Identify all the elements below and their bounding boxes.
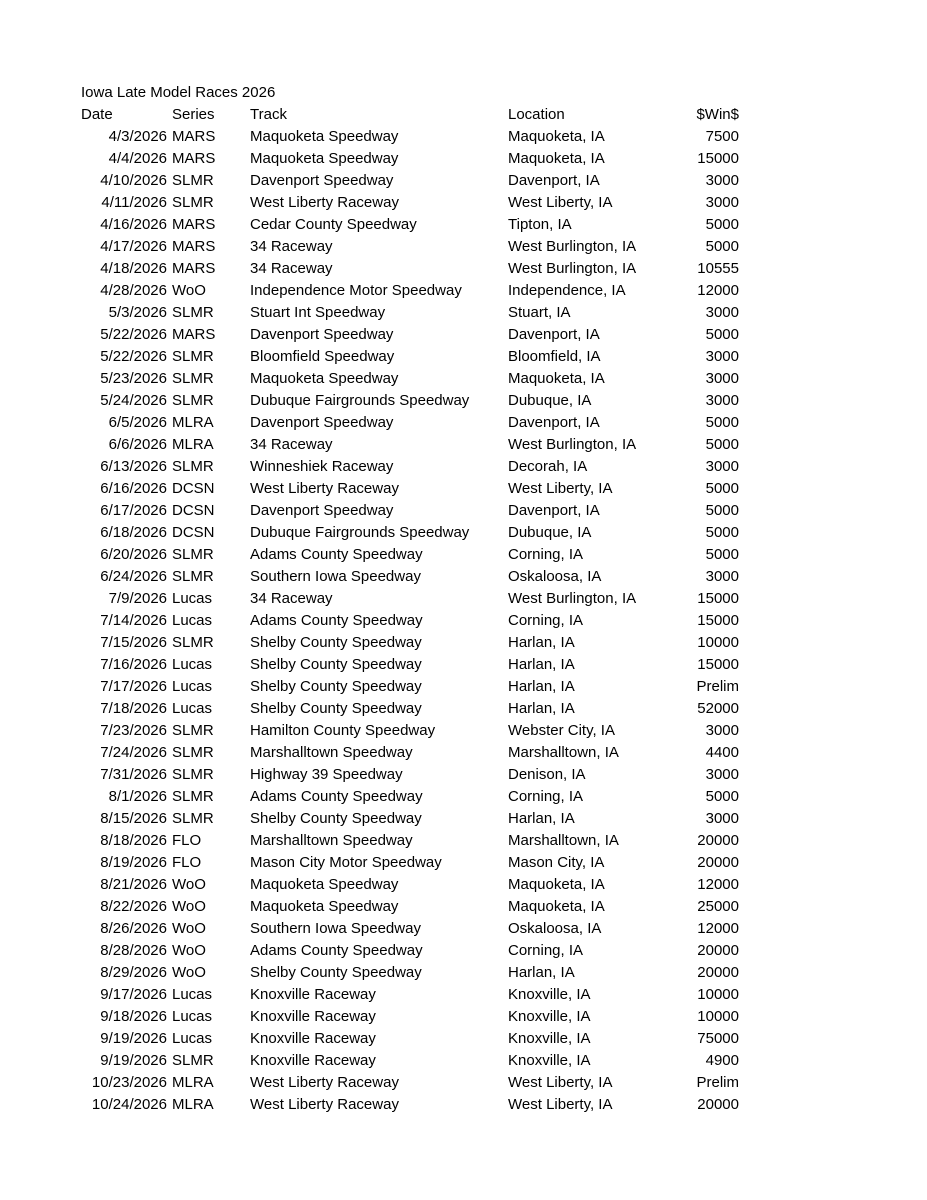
- table-row: [0, 522, 927, 544]
- cell-win: 5000: [705, 524, 739, 541]
- cell-location: West Burlington, IA: [508, 436, 637, 453]
- header-location: Location: [508, 106, 565, 123]
- cell-location: Davenport, IA: [508, 326, 600, 343]
- cell-date: 4/11/2026: [101, 194, 167, 211]
- table-row: [0, 456, 927, 478]
- cell-track: Maquoketa Speedway: [250, 876, 399, 893]
- table-row: [0, 390, 927, 412]
- cell-location: West Liberty, IA: [508, 194, 613, 211]
- cell-win: 3000: [705, 348, 739, 365]
- cell-date: 7/15/2026: [100, 634, 167, 651]
- cell-location: West Burlington, IA: [508, 590, 637, 607]
- cell-series: SLMR: [172, 546, 214, 563]
- cell-location: Dubuque, IA: [508, 524, 592, 541]
- cell-track: Winneshiek Raceway: [250, 458, 394, 475]
- cell-series: MLRA: [172, 414, 214, 431]
- cell-track: Maquoketa Speedway: [250, 370, 399, 387]
- table-row: [0, 478, 927, 500]
- cell-series: MLRA: [172, 1096, 214, 1113]
- cell-series: MARS: [172, 150, 216, 167]
- cell-series: MLRA: [172, 436, 214, 453]
- cell-series: WoO: [172, 964, 206, 981]
- cell-location: West Burlington, IA: [508, 238, 637, 255]
- cell-date: 8/28/2026: [100, 942, 167, 959]
- cell-location: Harlan, IA: [508, 634, 575, 651]
- cell-win: 3000: [705, 370, 739, 387]
- cell-series: SLMR: [172, 370, 214, 387]
- cell-track: 34 Raceway: [250, 590, 333, 607]
- cell-series: SLMR: [172, 744, 214, 761]
- table-row: [0, 984, 927, 1006]
- cell-win: 5000: [705, 788, 739, 805]
- table-row: [0, 764, 927, 786]
- cell-track: 34 Raceway: [250, 238, 333, 255]
- cell-track: Cedar County Speedway: [250, 216, 417, 233]
- cell-location: Maquoketa, IA: [508, 128, 605, 145]
- cell-win: 4900: [705, 1052, 739, 1069]
- cell-date: 6/17/2026: [100, 502, 167, 519]
- cell-date: 8/26/2026: [100, 920, 167, 937]
- cell-date: 9/19/2026: [100, 1052, 167, 1069]
- cell-series: MARS: [172, 238, 216, 255]
- cell-win: 5000: [705, 502, 739, 519]
- cell-date: 4/4/2026: [108, 150, 167, 167]
- cell-date: 4/17/2026: [100, 238, 167, 255]
- table-row: [0, 544, 927, 566]
- table-row: [0, 1072, 927, 1094]
- table-row: [0, 214, 927, 236]
- cell-win: 3000: [705, 304, 739, 321]
- cell-location: Knoxville, IA: [508, 1030, 591, 1047]
- cell-track: Southern Iowa Speedway: [250, 568, 421, 585]
- cell-location: Independence, IA: [508, 282, 626, 299]
- cell-track: West Liberty Raceway: [250, 480, 399, 497]
- cell-date: 5/22/2026: [100, 348, 167, 365]
- cell-win: 3000: [705, 568, 739, 585]
- table-row: [0, 588, 927, 610]
- sheet-title: Iowa Late Model Races 2026: [81, 84, 276, 101]
- cell-win: 12000: [697, 876, 739, 893]
- cell-series: SLMR: [172, 194, 214, 211]
- cell-win: 10000: [697, 986, 739, 1003]
- cell-win: 3000: [705, 810, 739, 827]
- cell-track: Marshalltown Speedway: [250, 832, 413, 849]
- cell-date: 6/13/2026: [100, 458, 167, 475]
- cell-date: 8/15/2026: [100, 810, 167, 827]
- cell-location: Davenport, IA: [508, 414, 600, 431]
- cell-location: Bloomfield, IA: [508, 348, 601, 365]
- table-row: [0, 434, 927, 456]
- cell-date: 5/24/2026: [100, 392, 167, 409]
- cell-date: 7/24/2026: [100, 744, 167, 761]
- cell-date: 7/23/2026: [100, 722, 167, 739]
- cell-location: West Liberty, IA: [508, 1074, 613, 1091]
- cell-series: MLRA: [172, 1074, 214, 1091]
- cell-track: Maquoketa Speedway: [250, 898, 399, 915]
- table-row: [0, 236, 927, 258]
- header-date: Date: [81, 106, 113, 123]
- cell-win: 20000: [697, 964, 739, 981]
- cell-track: Adams County Speedway: [250, 942, 423, 959]
- table-row: [0, 676, 927, 698]
- cell-location: West Burlington, IA: [508, 260, 637, 277]
- cell-win: 5000: [705, 238, 739, 255]
- table-row: [0, 1028, 927, 1050]
- table-row: [0, 654, 927, 676]
- cell-track: Adams County Speedway: [250, 546, 423, 563]
- cell-date: 9/17/2026: [100, 986, 167, 1003]
- cell-location: Mason City, IA: [508, 854, 605, 871]
- cell-series: SLMR: [172, 634, 214, 651]
- cell-track: Shelby County Speedway: [250, 810, 422, 827]
- table-row: [0, 742, 927, 764]
- cell-date: 8/1/2026: [108, 788, 167, 805]
- cell-series: Lucas: [172, 590, 213, 607]
- cell-location: Stuart, IA: [508, 304, 571, 321]
- cell-series: SLMR: [172, 392, 214, 409]
- cell-date: 6/5/2026: [108, 414, 167, 431]
- cell-series: WoO: [172, 942, 206, 959]
- cell-track: Knoxville Raceway: [250, 1008, 376, 1025]
- cell-location: Maquoketa, IA: [508, 370, 605, 387]
- table-row: [0, 302, 927, 324]
- cell-track: West Liberty Raceway: [250, 194, 399, 211]
- cell-track: Adams County Speedway: [250, 788, 423, 805]
- cell-series: DCSN: [172, 524, 215, 541]
- cell-track: Shelby County Speedway: [250, 678, 422, 695]
- cell-win: 20000: [697, 832, 739, 849]
- table-row: [0, 896, 927, 918]
- cell-track: Maquoketa Speedway: [250, 128, 399, 145]
- cell-track: Bloomfield Speedway: [250, 348, 395, 365]
- cell-win: 15000: [697, 656, 739, 673]
- table-row: [0, 852, 927, 874]
- cell-location: Corning, IA: [508, 546, 584, 563]
- table-row: [0, 698, 927, 720]
- cell-location: Knoxville, IA: [508, 986, 591, 1003]
- cell-date: 7/9/2026: [108, 590, 167, 607]
- cell-track: Shelby County Speedway: [250, 964, 422, 981]
- cell-series: FLO: [172, 832, 202, 849]
- cell-date: 7/18/2026: [100, 700, 167, 717]
- cell-track: Dubuque Fairgrounds Speedway: [250, 524, 470, 541]
- cell-series: SLMR: [172, 568, 214, 585]
- cell-location: Davenport, IA: [508, 172, 600, 189]
- cell-series: MARS: [172, 326, 216, 343]
- cell-track: Marshalltown Speedway: [250, 744, 413, 761]
- table-row: [0, 1050, 927, 1072]
- table-row: [0, 1094, 927, 1116]
- cell-location: Denison, IA: [508, 766, 586, 783]
- cell-win: 15000: [697, 590, 739, 607]
- cell-date: 6/6/2026: [108, 436, 167, 453]
- table-row: [0, 1006, 927, 1028]
- table-row: [0, 258, 927, 280]
- cell-location: Oskaloosa, IA: [508, 920, 602, 937]
- cell-win: 12000: [697, 282, 739, 299]
- cell-win: 15000: [697, 150, 739, 167]
- cell-location: Harlan, IA: [508, 678, 575, 695]
- cell-track: Southern Iowa Speedway: [250, 920, 421, 937]
- cell-series: SLMR: [172, 458, 214, 475]
- cell-date: 6/18/2026: [100, 524, 167, 541]
- cell-win: 3000: [705, 766, 739, 783]
- cell-win: 75000: [697, 1030, 739, 1047]
- cell-location: Corning, IA: [508, 612, 584, 629]
- cell-date: 6/16/2026: [100, 480, 167, 497]
- cell-win: 5000: [705, 414, 739, 431]
- cell-series: Lucas: [172, 612, 213, 629]
- cell-location: Harlan, IA: [508, 810, 575, 827]
- cell-date: 8/29/2026: [100, 964, 167, 981]
- cell-series: SLMR: [172, 722, 214, 739]
- cell-track: Knoxville Raceway: [250, 1052, 376, 1069]
- cell-series: SLMR: [172, 788, 214, 805]
- cell-date: 4/18/2026: [100, 260, 167, 277]
- cell-series: SLMR: [172, 172, 214, 189]
- cell-date: 8/19/2026: [100, 854, 167, 871]
- cell-win: 3000: [705, 172, 739, 189]
- cell-location: Harlan, IA: [508, 964, 575, 981]
- cell-win: 5000: [705, 216, 739, 233]
- table-row: [0, 126, 927, 148]
- cell-series: Lucas: [172, 986, 213, 1003]
- cell-series: Lucas: [172, 1030, 213, 1047]
- cell-track: Davenport Speedway: [250, 172, 394, 189]
- cell-win: 20000: [697, 942, 739, 959]
- cell-location: Corning, IA: [508, 942, 584, 959]
- header-track: Track: [250, 106, 287, 123]
- cell-win: 20000: [697, 854, 739, 871]
- cell-date: 7/17/2026: [100, 678, 167, 695]
- cell-location: Davenport, IA: [508, 502, 600, 519]
- cell-win: 3000: [705, 722, 739, 739]
- cell-date: 7/31/2026: [100, 766, 167, 783]
- cell-track: Shelby County Speedway: [250, 634, 422, 651]
- cell-track: Highway 39 Speedway: [250, 766, 403, 783]
- table-row: [0, 786, 927, 808]
- cell-date: 9/19/2026: [100, 1030, 167, 1047]
- cell-win: 5000: [705, 480, 739, 497]
- cell-series: WoO: [172, 876, 206, 893]
- cell-series: Lucas: [172, 656, 213, 673]
- cell-date: 5/22/2026: [100, 326, 167, 343]
- table-row: [0, 720, 927, 742]
- cell-track: Mason City Motor Speedway: [250, 854, 442, 871]
- cell-location: Marshalltown, IA: [508, 832, 619, 849]
- table-row: [0, 808, 927, 830]
- cell-win: 5000: [705, 436, 739, 453]
- cell-win: Prelim: [696, 678, 739, 695]
- cell-win: 3000: [705, 194, 739, 211]
- cell-win: 12000: [697, 920, 739, 937]
- cell-location: West Liberty, IA: [508, 480, 613, 497]
- cell-track: Shelby County Speedway: [250, 656, 422, 673]
- cell-date: 9/18/2026: [100, 1008, 167, 1025]
- cell-series: SLMR: [172, 348, 214, 365]
- cell-track: Stuart Int Speedway: [250, 304, 386, 321]
- cell-date: 6/20/2026: [100, 546, 167, 563]
- cell-track: West Liberty Raceway: [250, 1074, 399, 1091]
- cell-date: 7/16/2026: [100, 656, 167, 673]
- cell-track: Dubuque Fairgrounds Speedway: [250, 392, 470, 409]
- cell-date: 4/16/2026: [100, 216, 167, 233]
- cell-win: 5000: [705, 326, 739, 343]
- cell-series: MARS: [172, 128, 216, 145]
- cell-series: Lucas: [172, 1008, 213, 1025]
- cell-track: Davenport Speedway: [250, 326, 394, 343]
- cell-track: Hamilton County Speedway: [250, 722, 436, 739]
- cell-track: Davenport Speedway: [250, 414, 394, 431]
- cell-win: 4400: [705, 744, 739, 761]
- cell-date: 8/21/2026: [100, 876, 167, 893]
- cell-series: MARS: [172, 260, 216, 277]
- cell-series: MARS: [172, 216, 216, 233]
- cell-series: DCSN: [172, 480, 215, 497]
- cell-location: Knoxville, IA: [508, 1008, 591, 1025]
- cell-win: Prelim: [696, 1074, 739, 1091]
- cell-track: Maquoketa Speedway: [250, 150, 399, 167]
- cell-location: Knoxville, IA: [508, 1052, 591, 1069]
- cell-date: 7/14/2026: [100, 612, 167, 629]
- cell-location: West Liberty, IA: [508, 1096, 613, 1113]
- cell-location: Marshalltown, IA: [508, 744, 619, 761]
- cell-series: Lucas: [172, 700, 213, 717]
- cell-win: 20000: [697, 1096, 739, 1113]
- cell-location: Corning, IA: [508, 788, 584, 805]
- table-row: [0, 192, 927, 214]
- table-row: [0, 148, 927, 170]
- cell-win: 10555: [697, 260, 739, 277]
- cell-series: Lucas: [172, 678, 213, 695]
- cell-series: SLMR: [172, 304, 214, 321]
- cell-win: 10000: [697, 1008, 739, 1025]
- cell-location: Maquoketa, IA: [508, 876, 605, 893]
- cell-location: Dubuque, IA: [508, 392, 592, 409]
- cell-series: WoO: [172, 920, 206, 937]
- table-row: [0, 962, 927, 984]
- cell-track: Knoxville Raceway: [250, 1030, 376, 1047]
- table-row: [0, 346, 927, 368]
- cell-win: 25000: [697, 898, 739, 915]
- header-win: $Win$: [696, 106, 739, 123]
- cell-date: 4/3/2026: [108, 128, 167, 145]
- table-row: [0, 412, 927, 434]
- table-row: [0, 940, 927, 962]
- table-row: [0, 874, 927, 896]
- table-row: [0, 280, 927, 302]
- cell-track: Independence Motor Speedway: [250, 282, 462, 299]
- cell-series: SLMR: [172, 810, 214, 827]
- cell-win: 7500: [705, 128, 739, 145]
- table-row: [0, 918, 927, 940]
- cell-date: 10/23/2026: [91, 1074, 167, 1091]
- cell-location: Harlan, IA: [508, 700, 575, 717]
- cell-location: Maquoketa, IA: [508, 150, 605, 167]
- cell-date: 5/23/2026: [100, 370, 167, 387]
- cell-date: 10/24/2026: [91, 1096, 167, 1113]
- cell-location: Tipton, IA: [508, 216, 572, 233]
- cell-date: 4/28/2026: [100, 282, 167, 299]
- table-row: [0, 500, 927, 522]
- table-row: [0, 170, 927, 192]
- cell-series: SLMR: [172, 1052, 214, 1069]
- cell-track: 34 Raceway: [250, 260, 333, 277]
- cell-date: 4/10/2026: [100, 172, 167, 189]
- cell-series: SLMR: [172, 766, 214, 783]
- cell-location: Harlan, IA: [508, 656, 575, 673]
- cell-series: WoO: [172, 898, 206, 915]
- cell-track: Adams County Speedway: [250, 612, 423, 629]
- cell-win: 15000: [697, 612, 739, 629]
- table-row: [0, 368, 927, 390]
- cell-win: 10000: [697, 634, 739, 651]
- cell-date: 8/22/2026: [100, 898, 167, 915]
- cell-win: 5000: [705, 546, 739, 563]
- cell-date: 8/18/2026: [100, 832, 167, 849]
- cell-series: DCSN: [172, 502, 215, 519]
- cell-location: Maquoketa, IA: [508, 898, 605, 915]
- cell-track: Davenport Speedway: [250, 502, 394, 519]
- cell-location: Oskaloosa, IA: [508, 568, 602, 585]
- table-row: [0, 830, 927, 852]
- cell-track: Shelby County Speedway: [250, 700, 422, 717]
- cell-win: 3000: [705, 392, 739, 409]
- cell-win: 52000: [697, 700, 739, 717]
- cell-track: 34 Raceway: [250, 436, 333, 453]
- header-row: [0, 104, 927, 126]
- table-row: [0, 632, 927, 654]
- cell-location: Decorah, IA: [508, 458, 588, 475]
- table-row: [0, 324, 927, 346]
- cell-track: Knoxville Raceway: [250, 986, 376, 1003]
- cell-location: Webster City, IA: [508, 722, 615, 739]
- cell-date: 6/24/2026: [100, 568, 167, 585]
- cell-track: West Liberty Raceway: [250, 1096, 399, 1113]
- table-row: [0, 566, 927, 588]
- cell-win: 3000: [705, 458, 739, 475]
- table-row: [0, 610, 927, 632]
- cell-series: FLO: [172, 854, 202, 871]
- cell-series: WoO: [172, 282, 206, 299]
- header-series: Series: [172, 106, 215, 123]
- cell-date: 5/3/2026: [108, 304, 167, 321]
